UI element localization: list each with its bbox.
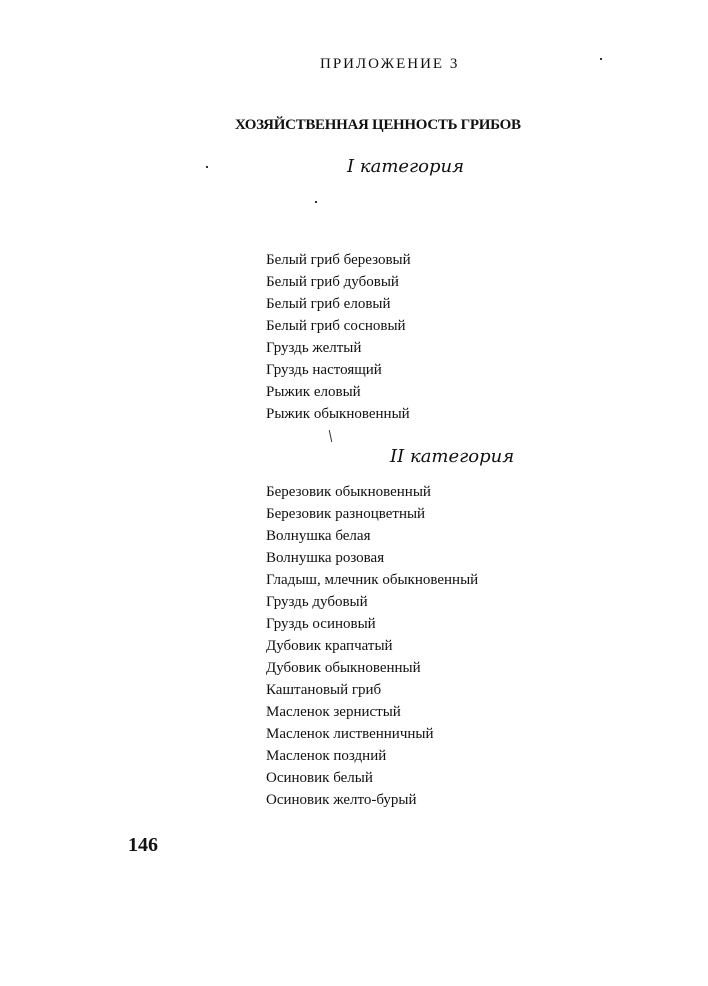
category-1-list: [266, 249, 411, 425]
list-item: Груздь желтый: [266, 340, 362, 356]
list-item: Рыжик обыкновенный: [266, 406, 410, 422]
list-item: Осиновик белый: [266, 770, 373, 786]
category-2-list: [266, 481, 478, 811]
appendix-label: ПРИЛОЖЕНИЕ 3: [320, 56, 460, 72]
list-item: Белый гриб дубовый: [266, 274, 399, 290]
list-item: Белый гриб сосновый: [266, 318, 406, 334]
list-item: Масленок зернистый: [266, 704, 401, 720]
list-item: Груздь осиновый: [266, 616, 376, 632]
list-item: Каштановый гриб: [266, 682, 382, 698]
list-item: Масленок лиственничный: [266, 726, 434, 742]
list-item: Белый гриб еловый: [266, 296, 391, 312]
page-number: 146: [128, 834, 158, 856]
list-item: Дубовик крапчатый: [266, 638, 393, 654]
category-2-heading: II категория: [390, 446, 515, 467]
list-item: Гладыш, млечник обыкновенный: [266, 572, 479, 588]
list-item: Дубовик обыкновенный: [266, 660, 421, 676]
list-item: Груздь настоящий: [266, 362, 382, 378]
list-item: Масленок поздний: [266, 748, 387, 764]
list-item: Березовик разноцветный: [266, 506, 426, 522]
list-item: Волнушка розовая: [266, 550, 385, 566]
category-1-heading: I категория: [347, 156, 464, 177]
scan-speck: [329, 430, 332, 442]
list-item: Березовик обыкновенный: [266, 484, 431, 500]
list-item: Рыжик еловый: [266, 384, 361, 400]
list-item: Груздь дубовый: [266, 594, 368, 610]
scan-speck: [315, 201, 317, 203]
list-item: Осиновик желто-бурый: [266, 792, 417, 808]
scan-speck: [600, 58, 602, 60]
list-item: Волнушка белая: [266, 528, 371, 544]
scan-speck: [206, 166, 208, 168]
page-title: ХОЗЯЙСТВЕННАЯ ЦЕННОСТЬ ГРИБОВ: [235, 117, 521, 133]
list-item: Белый гриб березовый: [266, 252, 411, 268]
